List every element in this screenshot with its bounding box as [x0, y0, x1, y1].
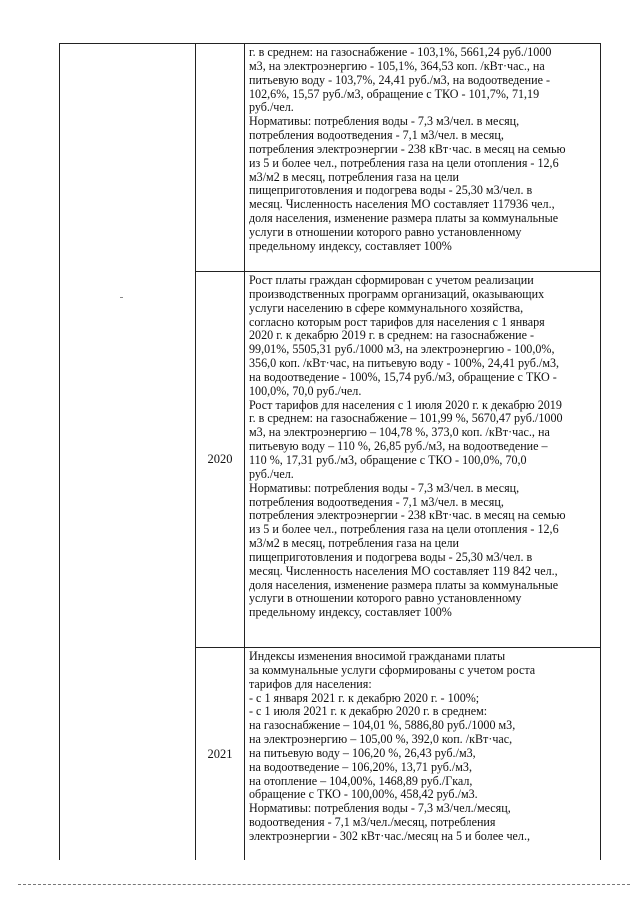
paragraph: Рост платы граждан сформирован с учетом реализации производственных программ организаций, оказывающих услуги населению в сфере коммунального хозяйства, согласно которым рост тарифов для населения с 1 января 2020 г. к декабрю 2019 г. в среднем: на газоснабжение - 99,01%, 5505,31 руб./1000 м3, на электроэнергию - 100,0%, 356,0 коп. /кВт·час, на питьевую воду - 100%, 24,41 руб./м3, на водоотведение - 100%, 15,74 руб./м3, обращение с ТКО - 100,0%, 70,0 руб./чел. [249, 273, 560, 398]
description-cell [245, 44, 601, 272]
tariff-table [59, 43, 601, 860]
paragraph: Нормативы: потребления воды - 7,3 м3/чел./месяц, водоотведения - 7,1 м3/чел./месяц, потребления электроэнергии - 302 кВт·час./месяц на 5 и более чел., [249, 801, 530, 843]
paragraph: г. в среднем: на газоснабжение - 103,1%, 5661,24 руб./1000 м3, на электроэнергию - 105,1%, 364,53 коп. /кВт·час., на питьевую воду - 103,7%, 24,41 руб./м3, на водоотведение - 102,6%, 15,57 руб./м3, обращение с ТКО - 101,7%, 71,19 руб./чел. [249, 45, 552, 115]
paragraph: Рост тарифов для населения с 1 июля 2020 г. к декабрю 2019 г. в среднем: на газоснабжение – 101,99 %, 5670,47 руб./1000 м3, на электроэнергию – 104,78 %, 373,0 коп. /кВт·час., на питьевую воду – 110 %, 26,85 руб./м3, на водоотведение – 110 %, 17,31 руб./м3, обращение с ТКО - 100,0%, 70,0 руб./чел. [249, 397, 563, 481]
first-column-cell [60, 44, 196, 861]
year-cell: 2020 [196, 272, 245, 648]
year-cell: 2021 [196, 648, 245, 861]
year-cell [196, 44, 245, 272]
table-row [60, 44, 601, 272]
paragraph: Индексы изменения вносимой гражданами платы за коммунальные услуги сформированы с учетом роста тарифов для населения: - с 1 января 2021 г. к декабрю 2020 г. - 100%; - с 1 июля 2021 г. к декабрю 2020 г. в среднем: на газоснабжение – 104,01 %, 5886,80 руб./1000 м3, на электроэнергию – 105,00 %, 392,0 коп. /кВт·час, на питьевую воду – 106,20 %, 26,43 руб./м3, на водоотведение – 106,20%, 13,71 руб./м3, на отопление – 104,00%, 1468,89 руб./Гкал, обращение с ТКО - 100,00%, 458,42 руб./м3. [249, 649, 536, 802]
paragraph: Нормативы: потребления воды - 7,3 м3/чел. в месяц, потребления водоотведения - 7,1 м3/чел. в месяц, потребления электроэнергии - 238 кВт·час. в месяц на семью из 5 и более чел., потребления газа на цели отопления - 12,6 м3/м2 в месяц, потребления газа на цели пищеприготовления и подогрева воды - 25,30 м3/чел. в месяц. Численность населения МО составляет 119 842 чел., доля населения, изменение размера платы за коммунальные услуги в отношении которого равно установленному предельному индексу, составляет 100% [249, 480, 566, 620]
paragraph: Нормативы: потребления воды - 7,3 м3/чел. в месяц, потребления водоотведения - 7,1 м3/чел. в месяц, потребления электроэнергии - 238 кВт·час. в месяц на семью из 5 и более чел., потребления газа на цели отопления - 12,6 м3/м2 в месяц, потребления газа на цели пищеприготовления и подогрева воды - 25,30 м3/чел. в месяц. Численность населения МО составляет 117936 чел., доля населения, изменение размера платы за коммунальные услуги в отношении которого равно установленному предельному индексу, составляет 100% [249, 114, 566, 253]
footer-rule [18, 884, 630, 885]
description-cell [245, 648, 601, 861]
description-cell [245, 272, 601, 648]
